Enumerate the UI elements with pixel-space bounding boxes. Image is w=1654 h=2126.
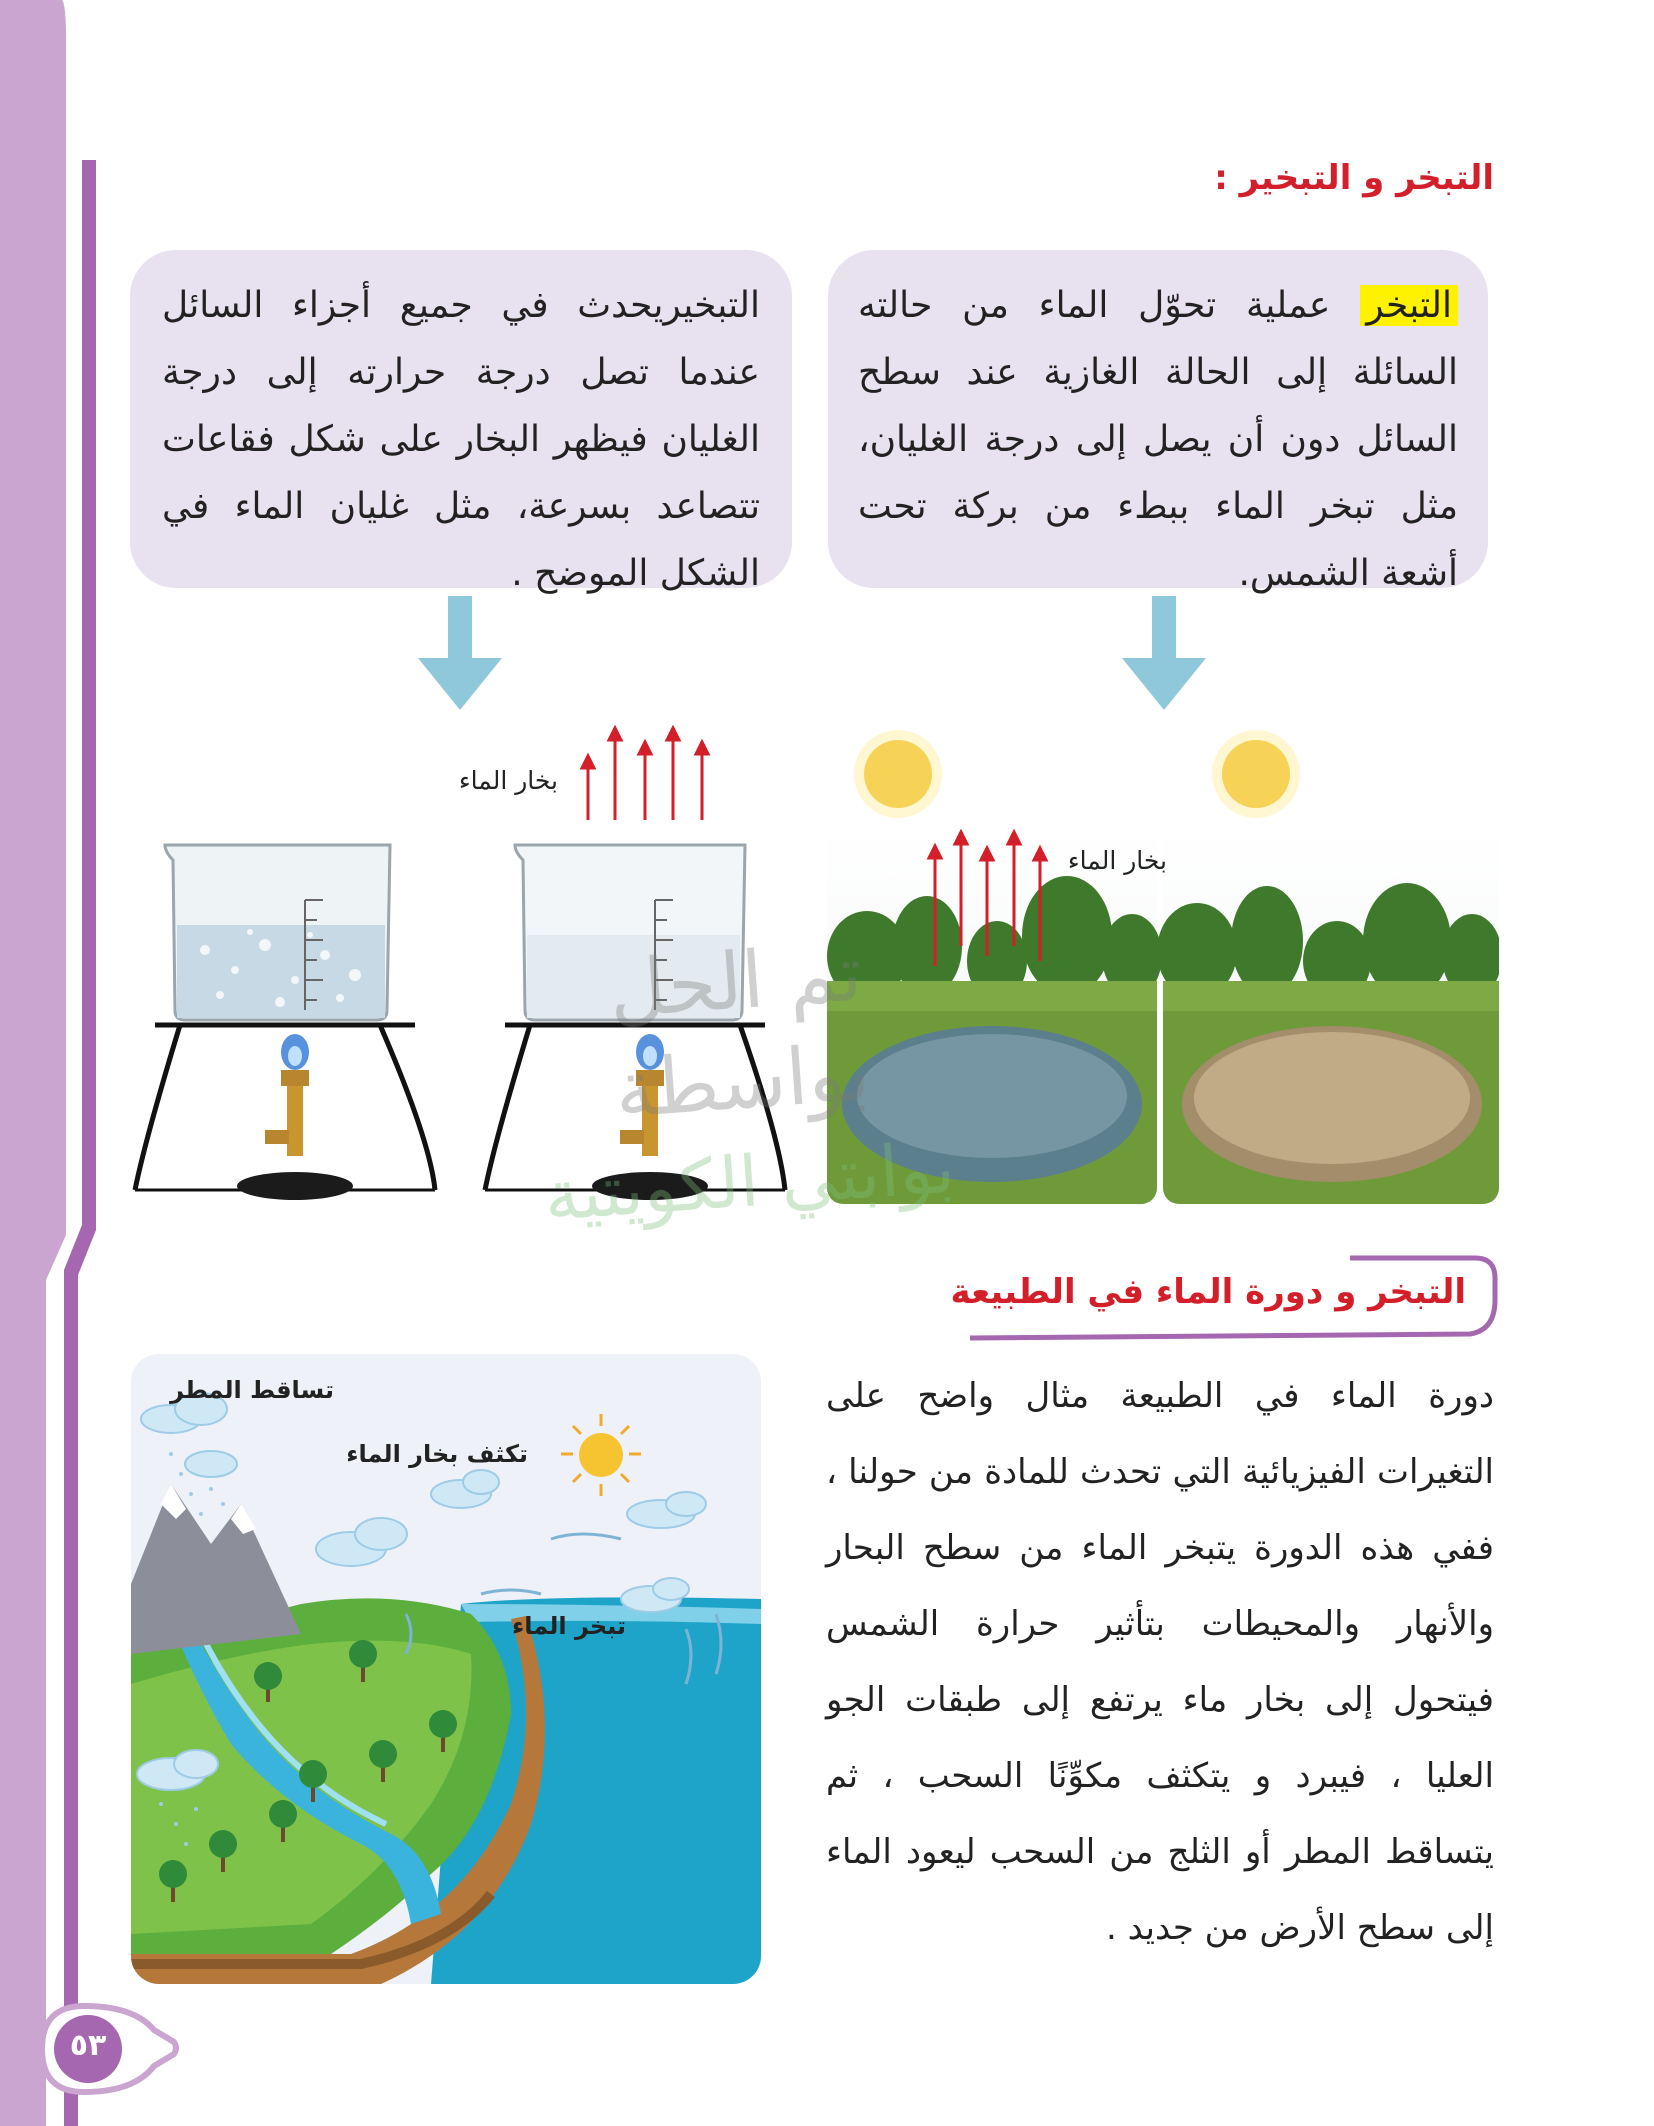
page-number: ٥٣ [69,2028,107,2063]
watermark-line-1: تم الحل بواسطة [605,928,873,1136]
water-cycle-heading: التبخر و دورة الماء في الطبيعة [950,1272,1466,1312]
diagram-evaporation-label: تبخر الماء [512,1612,626,1640]
down-arrow-left-icon [418,596,502,712]
evaporation-definition-box [828,250,1488,594]
diagram-rain-label: تساقط المطر [170,1376,334,1404]
boiling-definition-text: التبخيريحدث في جميع أجزاء السائل عندما تصل درجة حرارته إلى درجة الغليان فيظهر البخار على شكل فقاعات تتصاعد بسرعة، مثل غليان الماء في الشكل الموضح . [162,285,760,594]
beaker-vapor-label: بخار الماء [458,766,558,795]
pond-vapor-label: بخار الماء [1067,846,1167,875]
water-cycle-paragraph: دورة الماء في الطبيعة مثال واضح على التغيرات الفيزيائية التي تحدث للمادة من حولنا ، ففي هذه الدورة يتبخر الماء من سطح البحار والأنهار والمحيطات بتأثير حرارة الشمس فيتحول إلى بخار ماء يرتفع إلى طبقات الجو العليا ، فيبرد و يتكثف مكوِّنًا السحب ، ثم يتساقط المطر أو الثلج من السحب ليعود الماء إلى سطح الأرض من جديد . [826,1376,1494,1948]
evaporation-definition-text: التبخر عملية تحوّل الماء من حالته السائلة إلى الحالة الغازية عند سطح السائل دون أن يصل إلى درجة الغليان، مثل تبخر الماء ببطء من بركة تحت أشعة الشمس. [858,285,1458,594]
sun-left-icon [850,726,946,822]
down-arrow-right-icon [1122,596,1206,712]
diagram-condensation-label: تكثف بخار الماء [346,1440,528,1468]
water-cycle-body [826,1358,1494,1966]
boiling-definition-box [130,250,792,594]
watermark [473,914,1008,1237]
sun-right-icon [1208,726,1304,822]
evaporation-term-highlight: التبخر [1360,285,1458,326]
side-margin-decoration [0,0,110,2126]
watermark-line-2: بوابتي الكويتية [541,1126,958,1237]
section-title: التبخر و التبخير : [1214,158,1494,198]
